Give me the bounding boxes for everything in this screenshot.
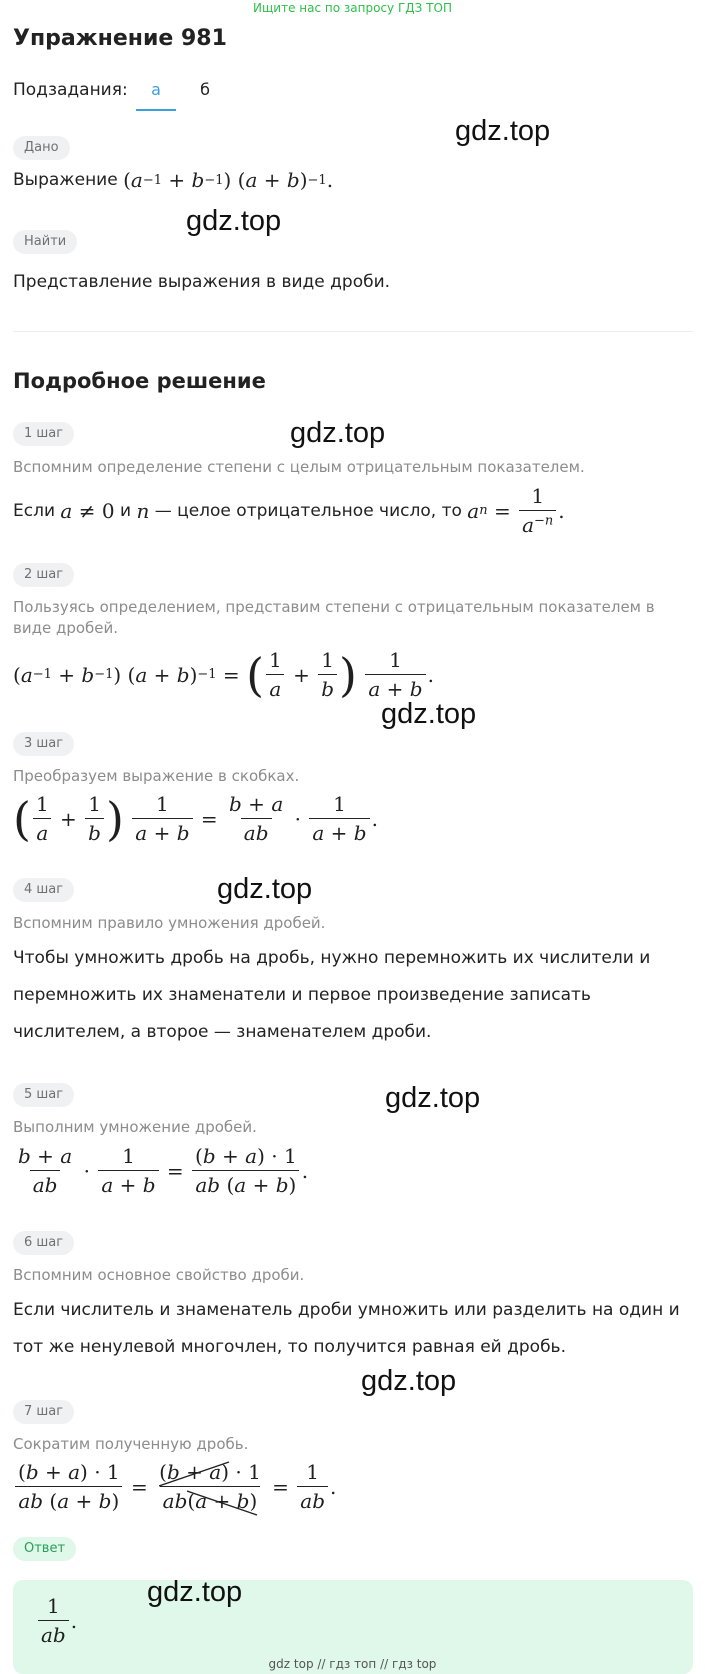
tab-subtask-b[interactable]: б <box>200 80 210 99</box>
step-1-text: Если a ≠ 0 и n — целое отрицательное число, то a n = $\frac{1}{a^{-n}}$ . <box>13 484 565 537</box>
watermark: gdz.top <box>290 417 386 449</box>
step-4-pill: 4 шаг <box>13 878 74 902</box>
find-pill: Найти <box>13 230 77 254</box>
cancelled-term: (b + a) <box>159 1460 229 1484</box>
step-7-formula: $\frac{(b + a) \cdot 1}{ab (a + b)}$ = (b + a) · 1 ab(a + b) = $\frac{1}{ab}$ . <box>13 1460 336 1513</box>
tab-subtask-a[interactable]: а <box>151 80 161 99</box>
active-tab-indicator <box>136 109 176 111</box>
step-1-text-part: Если <box>13 500 56 521</box>
step-6-hint: Вспомним основное свойство дроби. <box>13 1266 305 1284</box>
watermark: gdz.top <box>381 698 477 730</box>
promo-banner[interactable]: Ищите нас по запросу ГДЗ ТОП <box>253 1 452 15</box>
cancelled-term: (a + b) <box>187 1489 257 1513</box>
watermark: gdz.top <box>455 115 551 147</box>
given-text <box>13 168 333 192</box>
strike-line <box>159 1460 231 1488</box>
step-5-hint: Выполним умножение дробей. <box>13 1118 257 1136</box>
step-1-text-part: — целое отрицательное число, то <box>154 500 462 521</box>
step-2-formula: ( a −1 + b −1 ) ( a + b ) −1 = ( $\frac{1}{a}$ + $\frac{1}{b}$ ) $\frac{1}{a + b}$ . <box>13 647 434 702</box>
given-expression: ( a −1 + b −1 ) ( a + b ) −1 . <box>123 168 334 192</box>
watermark: gdz.top <box>147 1576 243 1608</box>
divider <box>13 331 693 332</box>
step-5-pill: 5 шаг <box>13 1083 74 1107</box>
step-7-hint: Сократим полученную дробь. <box>13 1435 249 1453</box>
solution-heading: Подробное решение <box>13 369 266 393</box>
strike-line <box>187 1489 259 1517</box>
footer-links[interactable]: gdz top // гдз топ // гдз top <box>268 1657 437 1671</box>
given-pill: Дано <box>13 136 70 160</box>
step-3-pill: 3 шаг <box>13 732 74 756</box>
watermark: gdz.top <box>186 205 282 237</box>
step-6-text: Если числитель и знаменатель дроби умножить или разделить на один и тот же ненулевой многочлен, то получится равная ей дробь. <box>13 1300 680 1357</box>
answer-formula: $\frac{1}{ab}$ . <box>36 1594 77 1647</box>
step-1-text-part: и <box>119 500 132 521</box>
find-text: Представление выражения в виде дроби. <box>13 272 391 292</box>
watermark: gdz.top <box>385 1082 481 1114</box>
step-3-hint: Преобразуем выражение в скобках. <box>13 767 300 785</box>
page-title: Упражнение 981 <box>13 26 227 51</box>
answer-denominator: ab <box>38 1620 69 1647</box>
step-7-pill: 7 шаг <box>13 1400 74 1424</box>
given-lead: Выражение <box>13 170 118 190</box>
step-6-pill: 6 шаг <box>13 1231 74 1255</box>
step-3-formula: ( $\frac{1}{a}$ + $\frac{1}{b}$ ) $\frac{1}{a + b}$ = $\frac{b + a}{ab}$ · $\frac{1}{a + b}$ . <box>13 791 378 846</box>
step-2-pill: 2 шаг <box>13 563 74 587</box>
step-4-hint: Вспомним правило умножения дробей. <box>13 914 326 932</box>
watermark: gdz.top <box>217 873 313 905</box>
step-4-text: Чтобы умножить дробь на дробь, нужно перемножить их числители и перемножить их знаменатели и первое произведение записать числителем, а второе — знаменателем дроби. <box>13 948 651 1042</box>
step-2-hint: Пользуясь определением, представим степени с отрицательным показателем в виде дробей. <box>13 598 655 637</box>
step-1-hint: Вспомним определение степени с целым отрицательным показателем. <box>13 458 585 476</box>
watermark: gdz.top <box>361 1365 457 1397</box>
subtasks-label: Подзадания: <box>13 80 128 100</box>
step-5-formula: $\frac{b + a}{ab}$ · $\frac{1}{a + b}$ = $\frac{(b + a) \cdot 1}{ab (a + b)}$ . <box>18 1144 309 1197</box>
step-1-pill: 1 шаг <box>13 422 74 446</box>
answer-numerator: 1 <box>47 1594 60 1618</box>
answer-pill: Ответ <box>13 1537 76 1561</box>
